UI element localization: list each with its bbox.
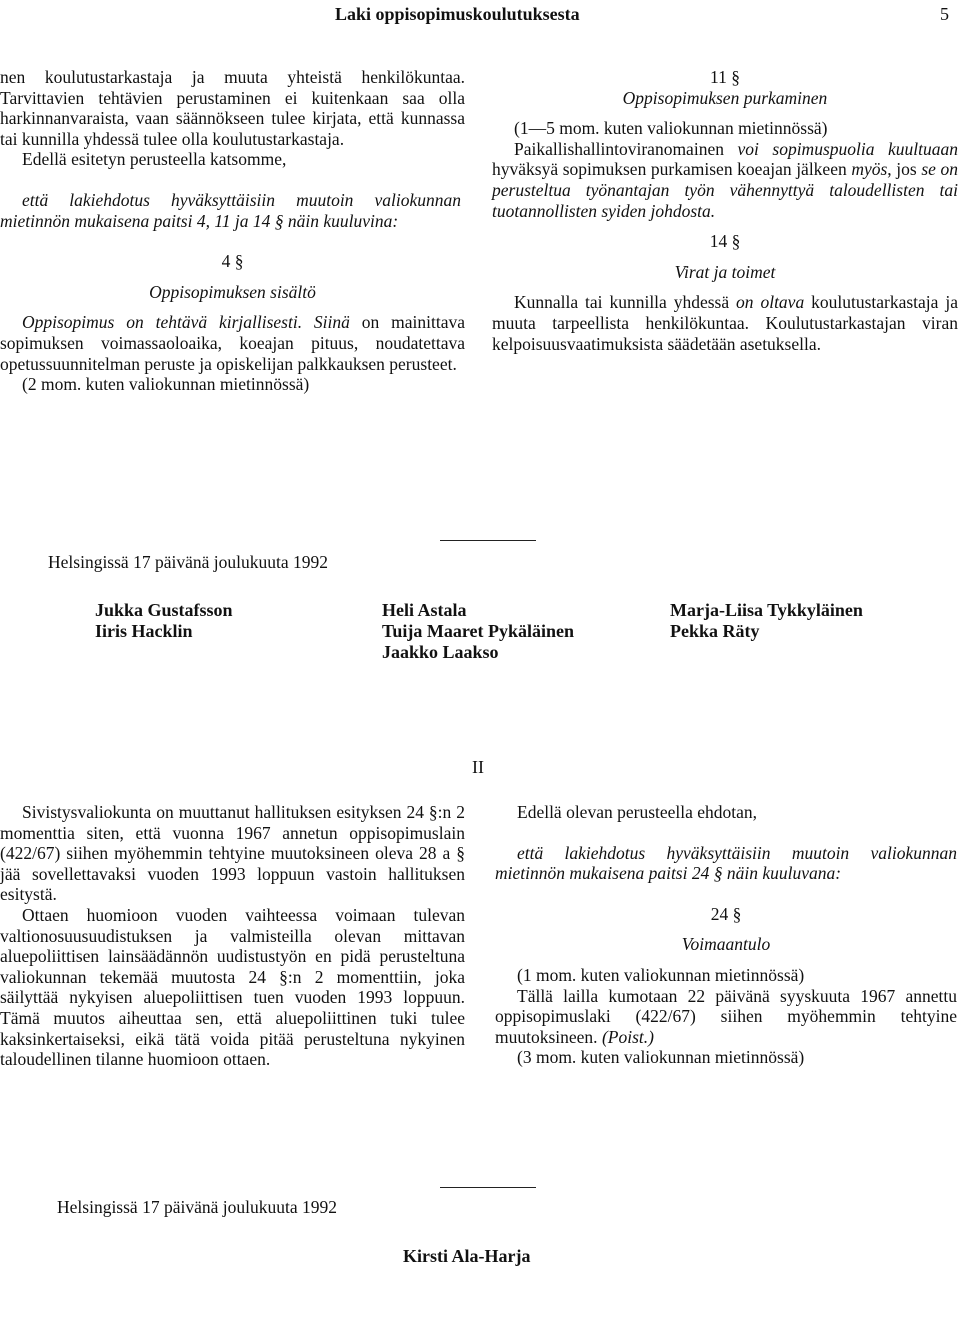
section11-text bbox=[492, 139, 958, 221]
section14-title: Virat ja toimet bbox=[674, 261, 776, 282]
section11-text-b: voi sopimuspuolia kuultuaan bbox=[737, 138, 958, 159]
signature-name: Iiris Hacklin bbox=[95, 621, 193, 641]
section4-text bbox=[0, 312, 465, 374]
signature-name: Jukka Gustafsson bbox=[95, 600, 233, 620]
signature-name: Marja-Liisa Tykkyläinen bbox=[670, 600, 863, 620]
section24-moment-3: (3 mom. kuten valiokunnan mietinnössä) bbox=[517, 1047, 805, 1068]
section1-paragraph-2: Edellä esitetyn perusteella katsomme, bbox=[22, 149, 287, 170]
section11-text-d: myös bbox=[851, 159, 888, 180]
section14-number: 14 § bbox=[709, 231, 741, 252]
section14-text-c: koulutustarkastaja ja muuta tarpeellista henkilökuntaa. Koulutustarkastajan viran kelpoisuusvaatimuksista säädetään asetuksella. bbox=[492, 292, 958, 354]
section4-text-italic: Oppisopimus on tehtävä kirjallisesti. Siinä bbox=[22, 312, 350, 333]
section1-paragraph-1: nen koulutustarkastaja ja muuta yhteistä henkilökuntaa. Tarvittavien tehtävien perustaminen ei kuitenkaan saa olla harkinnanvaraista, vaan säännökseen tulee kirjata, että kunnassa tai kunnilla yhdessä tulee olla koulutustarkastaja. bbox=[0, 67, 465, 149]
signature-name: Jaakko Laakso bbox=[382, 642, 499, 662]
section14-text-a: Kunnalla tai kunnilla yhdessä bbox=[514, 292, 737, 313]
section2-right-paragraph-1: Edellä olevan perusteella ehdotan, bbox=[517, 802, 758, 822]
section11-moment: (1—5 mom. kuten valiokunnan mietinnössä) bbox=[514, 118, 828, 139]
section2-right-column bbox=[495, 802, 957, 1068]
signature-column-3 bbox=[670, 600, 863, 642]
section11-text-c: hyväksyä sopimuksen purkamisen koeajan jälkeen bbox=[492, 159, 852, 180]
section14-text bbox=[492, 292, 958, 354]
section1-proposal: että lakiehdotus hyväksyttäisiin muutoin valiokunnan mietinnön mukaisena paitsi 4, 11 ja 14 § näin kuuluvina: bbox=[0, 189, 461, 231]
section2-proposal: että lakiehdotus hyväksyttäisiin muutoin valiokunnan mietinnön mukaisena paitsi 24 § näin kuuluvana: bbox=[495, 842, 957, 884]
section1-place-date: Helsingissä 17 päivänä joulukuuta 1992 bbox=[48, 552, 328, 572]
section24-poist: (Poist.) bbox=[601, 1026, 654, 1047]
section2-place-date: Helsingissä 17 päivänä joulukuuta 1992 bbox=[57, 1197, 337, 1217]
section4-title: Oppisopimuksen sisältö bbox=[149, 281, 316, 302]
section1-left-column bbox=[0, 67, 465, 395]
section2-left-column bbox=[0, 802, 465, 1070]
section24-moment-1: (1 mom. kuten valiokunnan mietinnössä) bbox=[517, 964, 805, 985]
running-header-title: Laki oppisopimuskoulutuksesta bbox=[335, 4, 580, 24]
section2-signature: Kirsti Ala-Harja bbox=[403, 1246, 531, 1266]
signature-column-1 bbox=[95, 600, 233, 642]
page-number: 5 bbox=[940, 4, 949, 24]
section11-title: Oppisopimuksen purkaminen bbox=[622, 87, 828, 108]
section11-text-a: Paikallishallintoviranomainen bbox=[514, 138, 738, 159]
section14-text-b: on oltava bbox=[736, 292, 805, 313]
section2-divider bbox=[440, 1187, 536, 1188]
section11-number: 11 § bbox=[710, 67, 740, 87]
section1-right-column bbox=[492, 67, 958, 354]
section4-text-rest: on mainittava sopimuksen voimassaoloaika, koeajan pituus, noudatettava opetussuunnitelman peruste ja opiskelijan palkkauksen perusteet. bbox=[0, 312, 465, 374]
section24-number: 24 § bbox=[710, 903, 742, 924]
section24-title: Voimaantulo bbox=[681, 934, 771, 955]
section2-heading: II bbox=[472, 757, 484, 777]
section2-paragraph-1: Sivistysvaliokunta on muuttanut hallituksen esityksen 24 §:n 2 momenttia siten, että vuonna 1967 annetun oppisopimuslain (422/67) siihen myöhemmin tehtyine muutoksineen oleva 28 a § jää sovellettavaksi vuoden 1993 loppuun vastoin hallituksen esitystä. bbox=[0, 802, 465, 905]
section11-text-f: se on perusteltua työnantajan työn vähennyttyä taloudellisten tai tuotannollisten syiden johdosta. bbox=[492, 159, 958, 221]
signature-name: Tuija Maaret Pykäläinen bbox=[382, 621, 575, 641]
section24-text-main: Tällä lailla kumotaan 22 päivänä syyskuuta 1967 annettu oppisopimuslaki (422/67) siihen myöhemmin tehtyine muutoksineen. bbox=[495, 985, 957, 1047]
signature-name: Pekka Räty bbox=[670, 621, 760, 641]
section24-text bbox=[495, 986, 957, 1048]
section11-text-e: , jos bbox=[887, 159, 922, 180]
signature-name: Heli Astala bbox=[382, 600, 467, 620]
section2-paragraph-2: Ottaen huomioon vuoden vaihteessa voimaan tulevan valtionosuusuudistuksen ja valmisteilla olevan mittavan aluepoliittisen lainsäädännön uudistustyön en pidä perusteltuna valiokunnan tekemää muutosta 24 §:n 2 momenttiin, joka säilyttää nykyisen aluepoliittisen tuen vuoden 1993 loppuun. Tämä muutos aiheuttaa sen, että aluepoliittinen tuki tulee kaksinkertaiseksi, eikä tätä voida pitää perusteltuna nykyinen taloudellinen tilanne huomioon ottaen. bbox=[0, 904, 465, 1070]
section4-moment: (2 mom. kuten valiokunnan mietinnössä) bbox=[22, 374, 310, 395]
signature-column-2 bbox=[382, 600, 574, 663]
section1-divider bbox=[440, 540, 536, 541]
section4-number: 4 § bbox=[221, 251, 244, 272]
